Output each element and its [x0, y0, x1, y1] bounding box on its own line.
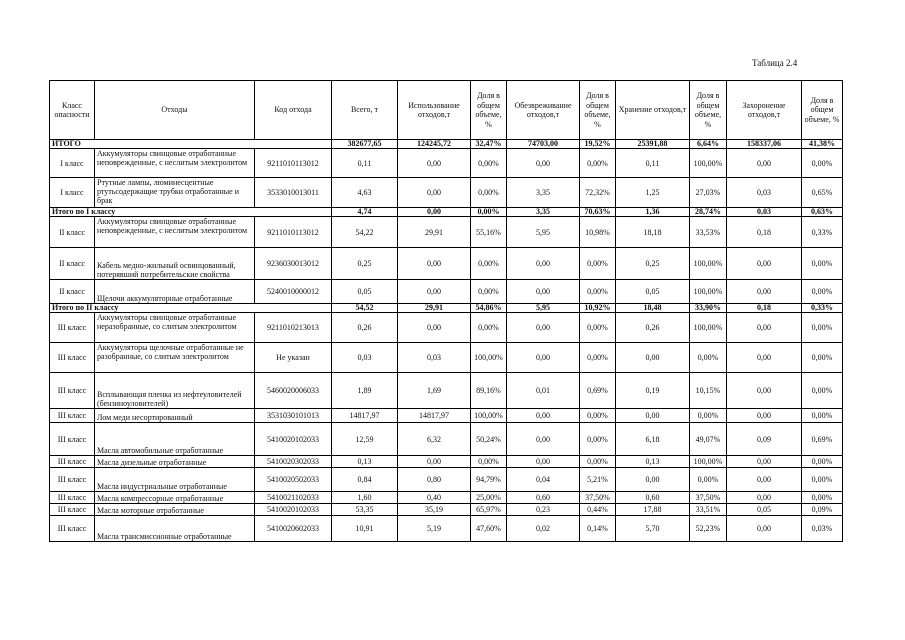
value-cell: 65,97% [471, 504, 507, 516]
value-cell: 0,11 [332, 149, 398, 178]
value-cell: 0,00 [398, 208, 471, 217]
table-row [50, 373, 843, 409]
header-cell: Захоронение отходов,т [727, 81, 802, 140]
value-cell: 0,00 [727, 373, 802, 409]
waste-name-cell: Масла моторные отработанные [95, 504, 255, 516]
value-cell: 4,63 [332, 178, 398, 208]
value-cell: 25,00% [471, 492, 507, 504]
header-row [50, 81, 843, 140]
value-cell: 124245,72 [398, 140, 471, 149]
value-cell: 0,00% [802, 409, 843, 423]
value-cell: 6,32 [398, 423, 471, 456]
value-cell: 0,00 [507, 409, 580, 423]
waste-name-cell: Масла дизельные отработанные [95, 456, 255, 468]
value-cell: 29,91 [398, 217, 471, 248]
value-cell: 0,00 [727, 409, 802, 423]
value-cell: 0,09% [802, 504, 843, 516]
value-cell: 0,63% [802, 208, 843, 217]
value-cell: 10,92% [580, 304, 616, 313]
value-cell: 0,00 [507, 149, 580, 178]
value-cell: 6,64% [690, 140, 727, 149]
value-cell: 100,00% [690, 456, 727, 468]
value-cell: 0,00% [802, 149, 843, 178]
value-cell: 6,18 [616, 423, 690, 456]
hazard-class-cell: III класс [50, 313, 95, 343]
value-cell: 100,00% [471, 343, 507, 373]
waste-code-cell: 9211010113012 [255, 217, 332, 248]
value-cell: 5,95 [507, 304, 580, 313]
value-cell: 54,86% [471, 304, 507, 313]
value-cell: 0,23 [507, 504, 580, 516]
value-cell: 18,48 [616, 304, 690, 313]
value-cell: 3,35 [507, 178, 580, 208]
table-row [50, 149, 843, 178]
value-cell: 1,36 [616, 208, 690, 217]
table-caption: Таблица 2.4 [752, 58, 798, 68]
waste-code-cell: 9236030013012 [255, 248, 332, 280]
waste-name-cell: Масла трансмиссионные отработанные [95, 516, 255, 542]
value-cell: 33,90% [690, 304, 727, 313]
value-cell: 74703,00 [507, 140, 580, 149]
header-cell: Класс опасности [50, 81, 95, 140]
value-cell: 41,38% [802, 140, 843, 149]
table-row [50, 492, 843, 504]
value-cell: 0,84 [332, 468, 398, 492]
value-cell: 0,00% [802, 456, 843, 468]
table-row [50, 516, 843, 542]
header-cell: Всего, т [332, 81, 398, 140]
waste-table [49, 80, 843, 542]
table-row [50, 423, 843, 456]
value-cell: 4,74 [332, 208, 398, 217]
waste-name-cell: Всплывающая пленка из нефтеуловителей (бензиноуловителей) [95, 373, 255, 409]
value-cell: 18,18 [616, 217, 690, 248]
value-cell: 1,69 [398, 373, 471, 409]
waste-name-cell: Аккумуляторы свинцовые отработанные неповрежденные, с неслитым электролитом [95, 217, 255, 248]
summary-row [50, 208, 843, 217]
value-cell: 33,51% [690, 504, 727, 516]
table-row [50, 178, 843, 208]
hazard-class-cell: II класс [50, 217, 95, 248]
summary-label: ИТОГО [50, 140, 332, 149]
value-cell: 70,63% [580, 208, 616, 217]
value-cell: 0,00 [398, 456, 471, 468]
waste-code-cell: 3533010013011 [255, 178, 332, 208]
waste-name-cell: Щелочи аккумуляторные отработанные [95, 280, 255, 304]
value-cell: 0,00 [507, 423, 580, 456]
table-row [50, 313, 843, 343]
value-cell: 0,00 [727, 280, 802, 304]
value-cell: 0,00 [398, 248, 471, 280]
value-cell: 0,13 [332, 456, 398, 468]
value-cell: 10,15% [690, 373, 727, 409]
value-cell: 0,00 [507, 343, 580, 373]
value-cell: 0,40 [398, 492, 471, 504]
hazard-class-cell: III класс [50, 456, 95, 468]
value-cell: 0,05 [332, 280, 398, 304]
value-cell: 28,74% [690, 208, 727, 217]
value-cell: 0,00% [471, 178, 507, 208]
value-cell: 0,33% [802, 217, 843, 248]
table-row [50, 343, 843, 373]
value-cell: 0,00% [802, 248, 843, 280]
value-cell: 0,00 [507, 280, 580, 304]
value-cell: 1,89 [332, 373, 398, 409]
value-cell: 14817,97 [398, 409, 471, 423]
value-cell: 47,60% [471, 516, 507, 542]
hazard-class-cell: III класс [50, 409, 95, 423]
value-cell: 0,80 [398, 468, 471, 492]
value-cell: 29,91 [398, 304, 471, 313]
header-cell: Использование отходов,т [398, 81, 471, 140]
value-cell: 0,00% [690, 343, 727, 373]
waste-name-cell: Аккумуляторы щелочные отработанные не разобранные, со слитым электролитом [95, 343, 255, 373]
value-cell: 0,00 [507, 456, 580, 468]
value-cell: 0,00% [580, 248, 616, 280]
value-cell: 5,95 [507, 217, 580, 248]
value-cell: 0,00% [802, 373, 843, 409]
table-row [50, 409, 843, 423]
value-cell: 0,00% [802, 343, 843, 373]
value-cell: 0,00 [727, 343, 802, 373]
value-cell: 0,00% [471, 456, 507, 468]
value-cell: 0,00% [580, 149, 616, 178]
value-cell: 0,00% [580, 280, 616, 304]
value-cell: 3,35 [507, 208, 580, 217]
value-cell: 0,09 [727, 423, 802, 456]
waste-name-cell: Масла автомобильные отработанные [95, 423, 255, 456]
value-cell: 54,52 [332, 304, 398, 313]
hazard-class-cell: III класс [50, 492, 95, 504]
value-cell: 0,25 [616, 248, 690, 280]
header-cell: Обезвреживание отходов,т [507, 81, 580, 140]
value-cell: 0,00 [616, 343, 690, 373]
value-cell: 0,00% [802, 313, 843, 343]
value-cell: 37,50% [690, 492, 727, 504]
waste-code-cell: 5410020102033 [255, 423, 332, 456]
value-cell: 0,00 [616, 409, 690, 423]
table-row [50, 456, 843, 468]
table-row [50, 217, 843, 248]
header-cell: Доля в общем объеме, % [580, 81, 616, 140]
table-row [50, 248, 843, 280]
value-cell: 72,32% [580, 178, 616, 208]
value-cell: 14817,97 [332, 409, 398, 423]
value-cell: 0,00 [727, 456, 802, 468]
value-cell: 0,00 [398, 149, 471, 178]
value-cell: 0,03 [727, 208, 802, 217]
value-cell: 0,00% [471, 280, 507, 304]
header-cell: Хранение отходов,т [616, 81, 690, 140]
value-cell: 0,69% [580, 373, 616, 409]
value-cell: 0,00% [471, 149, 507, 178]
waste-name-cell: Масла компрессорные отработанные [95, 492, 255, 504]
table-row [50, 280, 843, 304]
waste-code-cell: 5460020006033 [255, 373, 332, 409]
value-cell: 0,00% [690, 409, 727, 423]
header-cell: Доля в общем объеме, % [471, 81, 507, 140]
value-cell: 10,91 [332, 516, 398, 542]
value-cell: 33,53% [690, 217, 727, 248]
value-cell: 54,22 [332, 217, 398, 248]
value-cell: 37,50% [580, 492, 616, 504]
value-cell: 0,33% [802, 304, 843, 313]
value-cell: 0,65% [802, 178, 843, 208]
value-cell: 0,00% [471, 208, 507, 217]
table-row [50, 468, 843, 492]
summary-row [50, 304, 843, 313]
value-cell: 0,00% [802, 280, 843, 304]
header-cell: Доля в общем объеме, % [802, 81, 843, 140]
waste-code-cell: 5410020602033 [255, 516, 332, 542]
hazard-class-cell: III класс [50, 343, 95, 373]
value-cell: 19,52% [580, 140, 616, 149]
value-cell: 0,00 [727, 313, 802, 343]
waste-code-cell: 9211010113012 [255, 149, 332, 178]
waste-code-cell: 5410021102033 [255, 492, 332, 504]
value-cell: 0,18 [727, 217, 802, 248]
value-cell: 0,00% [580, 423, 616, 456]
hazard-class-cell: III класс [50, 504, 95, 516]
waste-name-cell: Аккумуляторы свинцовые отработанные неповрежденные, с неслитым электролитом [95, 149, 255, 178]
value-cell: 0,25 [332, 248, 398, 280]
value-cell: 12,59 [332, 423, 398, 456]
value-cell: 0,00% [471, 248, 507, 280]
value-cell: 0,00 [398, 280, 471, 304]
value-cell: 0,04 [507, 468, 580, 492]
value-cell: 0,01 [507, 373, 580, 409]
value-cell: 0,00 [727, 468, 802, 492]
value-cell: 0,00 [727, 248, 802, 280]
value-cell: 0,00% [690, 468, 727, 492]
value-cell: 0,26 [332, 313, 398, 343]
value-cell: 0,19 [616, 373, 690, 409]
header-cell: Доля в общем объеме, % [690, 81, 727, 140]
value-cell: 100,00% [690, 149, 727, 178]
value-cell: 100,00% [690, 313, 727, 343]
value-cell: 100,00% [690, 280, 727, 304]
table-row [50, 504, 843, 516]
value-cell: 55,16% [471, 217, 507, 248]
value-cell: 0,00 [616, 468, 690, 492]
value-cell: 50,24% [471, 423, 507, 456]
waste-code-cell: 5410020102033 [255, 504, 332, 516]
waste-code-cell: 3531030101013 [255, 409, 332, 423]
value-cell: 158337,06 [727, 140, 802, 149]
value-cell: 0,00 [727, 516, 802, 542]
waste-code-cell: 5410020302033 [255, 456, 332, 468]
value-cell: 35,19 [398, 504, 471, 516]
value-cell: 0,00 [398, 313, 471, 343]
hazard-class-cell: II класс [50, 248, 95, 280]
value-cell: 0,14% [580, 516, 616, 542]
value-cell: 0,00% [802, 492, 843, 504]
header-cell: Отходы [95, 81, 255, 140]
value-cell: 0,11 [616, 149, 690, 178]
value-cell: 17,88 [616, 504, 690, 516]
waste-name-cell: Масла индустриальные отработанные [95, 468, 255, 492]
value-cell: 52,23% [690, 516, 727, 542]
value-cell: 0,60 [616, 492, 690, 504]
waste-code-cell: 9211010213013 [255, 313, 332, 343]
value-cell: 0,03 [398, 343, 471, 373]
summary-row [50, 140, 843, 149]
value-cell: 0,00% [580, 409, 616, 423]
value-cell: 0,03 [727, 178, 802, 208]
waste-code-cell: 5410020502033 [255, 468, 332, 492]
value-cell: 0,00 [727, 149, 802, 178]
waste-name-cell: Кабель медно-жильный освинцованный, потерявший потребительские свойства [95, 248, 255, 280]
waste-code-cell: 5240010000012 [255, 280, 332, 304]
value-cell: 0,18 [727, 304, 802, 313]
waste-name-cell: Ртутные лампы, люминесцентные ртутьсодержащие трубки отработанные и брак [95, 178, 255, 208]
value-cell: 0,60 [507, 492, 580, 504]
value-cell: 100,00% [471, 409, 507, 423]
header-cell: Код отхода [255, 81, 332, 140]
value-cell: 0,00 [507, 248, 580, 280]
value-cell: 1,25 [616, 178, 690, 208]
value-cell: 100,00% [690, 248, 727, 280]
value-cell: 0,05 [727, 504, 802, 516]
value-cell: 0,05 [616, 280, 690, 304]
hazard-class-cell: III класс [50, 516, 95, 542]
value-cell: 25391,88 [616, 140, 690, 149]
hazard-class-cell: III класс [50, 468, 95, 492]
waste-name-cell: Лом меди несортированный [95, 409, 255, 423]
value-cell: 0,69% [802, 423, 843, 456]
value-cell: 89,16% [471, 373, 507, 409]
value-cell: 32,47% [471, 140, 507, 149]
value-cell: 0,44% [580, 504, 616, 516]
hazard-class-cell: II класс [50, 280, 95, 304]
value-cell: 1,60 [332, 492, 398, 504]
waste-name-cell: Аккумуляторы свинцовые отработанные неразобранные, со слитым электролитом [95, 313, 255, 343]
value-cell: 0,26 [616, 313, 690, 343]
waste-code-cell: Не указан [255, 343, 332, 373]
value-cell: 0,00% [802, 468, 843, 492]
summary-label: Итого по I классу [50, 208, 332, 217]
hazard-class-cell: I класс [50, 149, 95, 178]
hazard-class-cell: III класс [50, 423, 95, 456]
value-cell: 27,03% [690, 178, 727, 208]
value-cell: 0,00 [507, 313, 580, 343]
value-cell: 0,00 [727, 492, 802, 504]
value-cell: 0,02 [507, 516, 580, 542]
value-cell: 0,03 [332, 343, 398, 373]
value-cell: 0,00 [398, 178, 471, 208]
value-cell: 10,98% [580, 217, 616, 248]
value-cell: 5,21% [580, 468, 616, 492]
value-cell: 0,00% [471, 313, 507, 343]
value-cell: 5,19 [398, 516, 471, 542]
value-cell: 94,79% [471, 468, 507, 492]
hazard-class-cell: I класс [50, 178, 95, 208]
value-cell: 0,00% [580, 456, 616, 468]
value-cell: 0,00% [580, 313, 616, 343]
summary-label: Итого по II классу [50, 304, 332, 313]
value-cell: 382677,65 [332, 140, 398, 149]
hazard-class-cell: III класс [50, 373, 95, 409]
value-cell: 53,35 [332, 504, 398, 516]
value-cell: 0,03% [802, 516, 843, 542]
value-cell: 0,13 [616, 456, 690, 468]
value-cell: 49,07% [690, 423, 727, 456]
value-cell: 5,70 [616, 516, 690, 542]
value-cell: 0,00% [580, 343, 616, 373]
